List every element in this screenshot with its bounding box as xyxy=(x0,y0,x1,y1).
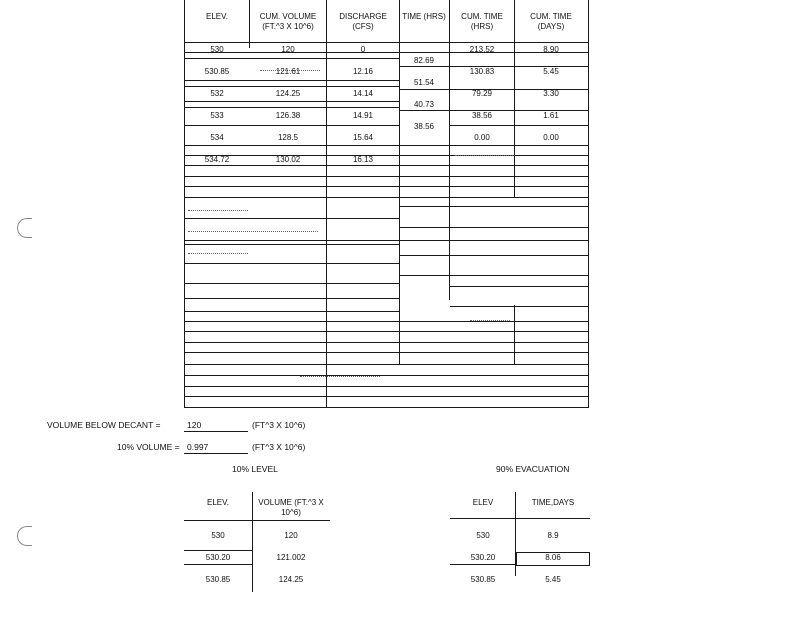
cell-elev: 530 xyxy=(210,45,224,54)
cell-time: 82.69 xyxy=(413,56,435,65)
evac-cell-time: 8.9 xyxy=(547,531,559,540)
cell-cum-hrs: 0.00 xyxy=(474,133,490,142)
header-cum-time-hrs: CUM. TIME (HRS) xyxy=(461,12,503,31)
cell-discharge: 14.14 xyxy=(352,89,374,98)
level-cell-elev: 530.20 xyxy=(205,553,231,562)
hole-punch-mark xyxy=(17,526,32,546)
level-cell-elev: 530 xyxy=(211,531,225,540)
evac-table-title: 90% EVACUATION xyxy=(496,464,570,474)
cell-cum-hrs: 38.56 xyxy=(471,111,493,120)
level-cell-volume: 121.002 xyxy=(276,553,306,562)
cell-cum-days: 1.61 xyxy=(543,111,559,120)
cell-time: 51.54 xyxy=(413,78,435,87)
col-divider xyxy=(514,305,515,365)
hole-punch-mark xyxy=(17,218,32,238)
evac-cell-time: 5.45 xyxy=(545,575,561,584)
col-divider xyxy=(184,0,185,408)
level-header-volume: VOLUME (FT.^3 X 10^6) xyxy=(258,498,324,517)
cell-volume: 128.5 xyxy=(277,133,299,142)
cell-discharge: 12.16 xyxy=(352,67,374,76)
col-divider xyxy=(326,0,327,408)
header-time: TIME (HRS) xyxy=(402,12,446,21)
evac-cell-elev: 530.20 xyxy=(470,553,496,562)
level-cell-volume: 124.25 xyxy=(278,575,304,584)
header-discharge: DISCHARGE (CFS) xyxy=(339,12,387,31)
cell-volume: 124.25 xyxy=(275,89,301,98)
cell-volume: 130.02 xyxy=(275,155,301,164)
evac-header-time: TIME,DAYS xyxy=(531,498,575,507)
cell-discharge: 14.91 xyxy=(352,111,374,120)
cell-elev: 530.85 xyxy=(204,67,230,76)
level-cell-elev: 530.85 xyxy=(205,575,231,584)
volume-below-decant-unit: (FT^3 X 10^6) xyxy=(252,420,306,430)
cell-discharge: 0 xyxy=(360,45,366,54)
cell-cum-hrs: 130.83 xyxy=(469,67,495,76)
col-divider xyxy=(249,0,250,48)
ten-percent-volume-label: 10% VOLUME = xyxy=(117,442,180,452)
header-rule xyxy=(184,42,588,43)
header-elev: ELEV. xyxy=(206,12,228,21)
col-divider xyxy=(514,0,515,198)
cell-cum-hrs: 213.52 xyxy=(469,45,495,54)
ten-percent-volume-unit: (FT^3 X 10^6) xyxy=(252,442,306,452)
level-header-elev: ELEV. xyxy=(207,498,229,507)
cell-time: 40.73 xyxy=(413,100,435,109)
cell-elev: 533 xyxy=(210,111,224,120)
cell-elev: 534.72 xyxy=(204,155,230,164)
volume-below-decant-label: VOLUME BELOW DECANT = xyxy=(47,420,161,430)
level-table-title: 10% LEVEL xyxy=(232,464,278,474)
cell-volume: 126.38 xyxy=(275,111,301,120)
cell-cum-days: 8.90 xyxy=(543,45,559,54)
cell-volume: 121.61 xyxy=(275,67,301,76)
cell-cum-days: 0.00 xyxy=(543,133,559,142)
cell-cum-hrs: 79.29 xyxy=(471,89,493,98)
cell-cum-days: 3.30 xyxy=(543,89,559,98)
evac-cell-elev: 530 xyxy=(476,531,490,540)
col-divider xyxy=(588,0,589,408)
cell-elev: 532 xyxy=(210,89,224,98)
header-cum-time-days: CUM. TIME (DAYS) xyxy=(530,12,572,31)
cell-discharge: 16.13 xyxy=(352,155,374,164)
level-cell-volume: 120 xyxy=(284,531,298,540)
header-cum-volume: CUM. VOLUME (FT.^3 X 10^6) xyxy=(259,12,317,31)
cell-discharge: 15.64 xyxy=(352,133,374,142)
evac-cell-time: 8.06 xyxy=(545,553,561,562)
cell-cum-days: 5.45 xyxy=(543,67,559,76)
volume-below-decant-value: 120 xyxy=(187,420,202,430)
evac-cell-elev: 530.85 xyxy=(470,575,496,584)
cell-elev: 534 xyxy=(210,133,224,142)
ten-percent-volume-value: 0.997 xyxy=(187,442,209,452)
evac-header-elev: ELEV xyxy=(472,498,494,507)
cell-volume: 120 xyxy=(281,45,295,54)
cell-time: 38.56 xyxy=(413,122,435,131)
col-divider xyxy=(399,0,400,365)
